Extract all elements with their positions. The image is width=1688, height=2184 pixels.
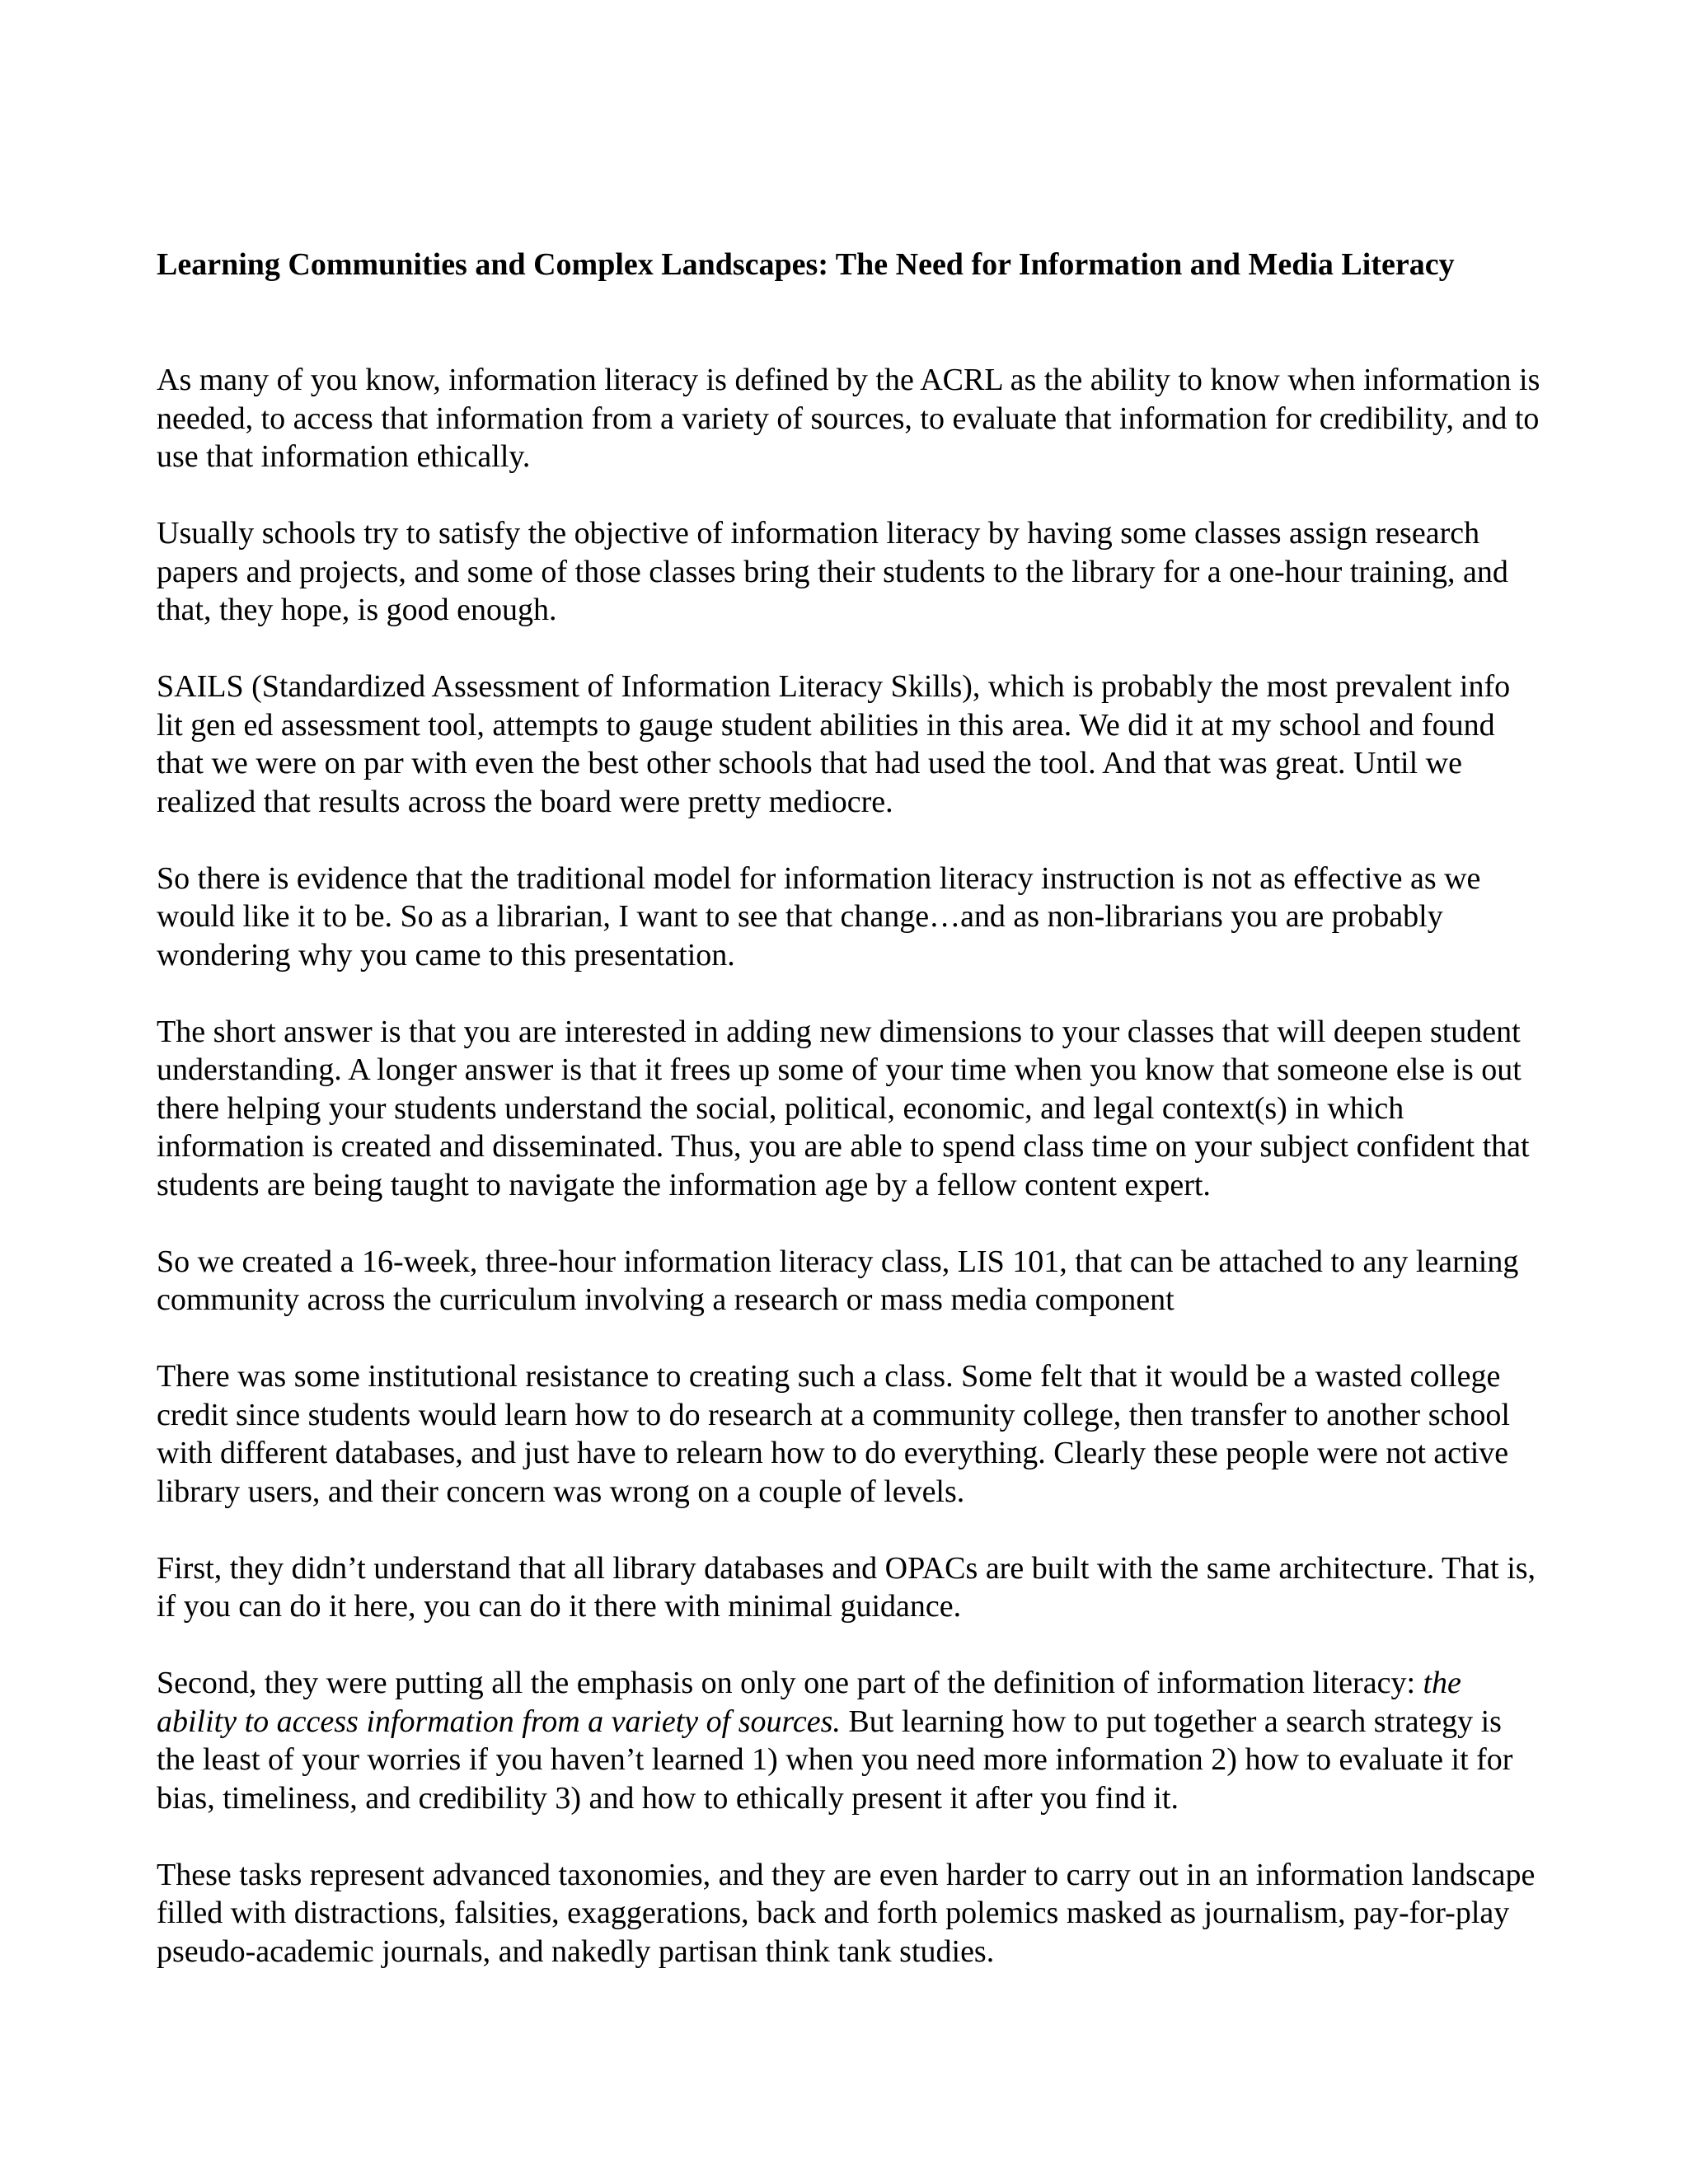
document-body <box>157 246 1541 2009</box>
paragraph-evidence: So there is evidence that the traditional model for information literacy instruction is not as effective as we would like it to be. So as a librarian, I want to see that change…and as non-librarians you are probably wondering why you came to this presentation. <box>157 860 1481 972</box>
paragraph-second-tail: But learning how to put together a search strategy is the least of your worries if you haven’t learned 1) when you need more information 2) how to evaluate it for bias, timeliness, and credibility 3) and how to ethically present it after you find it. <box>157 1704 1513 1816</box>
paragraph-second-lead: Second, they were putting all the emphasis on only one part of the definition of information literacy: <box>157 1666 1423 1700</box>
paragraph-second-italic: the ability to access information from a variety of sources. <box>157 1666 1461 1739</box>
paragraph-second <box>157 1664 1541 1817</box>
paragraph-resistance: There was some institutional resistance to creating such a class. Some felt that it would be a wasted college credit since students would learn how to do research at a community college, then transfer to another school with different databases, and just have to relearn how to do everything. Clearly these people were not active library users, and their concern was wrong on a couple of levels. <box>157 1359 1510 1509</box>
paragraph-definition: As many of you know, information literacy is defined by the ACRL as the ability to know when information is needed, to access that information from a variety of sources, to evaluate that information for credibility, and to use that information ethically. <box>157 363 1540 474</box>
paragraph-sails: SAILS (Standardized Assessment of Information Literacy Skills), which is probably the most prevalent info lit gen ed assessment tool, attempts to gauge student abilities in this area. We did it at my school and found that we were on par with even the best other schools that had used the tool. And that was great. Until we realized that results across the board were pretty mediocre. <box>157 669 1511 819</box>
document-title: Learning Communities and Complex Landscapes: The Need for Information and Media Literacy <box>157 247 1455 282</box>
paragraph-schools: Usually schools try to satisfy the objective of information literacy by having some classes assign research papers and projects, and some of those classes bring their students to the library for a one-hour training, and that, they hope, is good enough. <box>157 516 1508 627</box>
paragraph-lis101: So we created a 16-week, three-hour information literacy class, LIS 101, that can be attached to any learning community across the curriculum involving a research or mass media component <box>157 1244 1519 1317</box>
paragraph-tasks: These tasks represent advanced taxonomies, and they are even harder to carry out in an information landscape filled with distractions, falsities, exaggerations, back and forth polemics masked as journalism, pay-for-play pseudo-academic journals, and nakedly partisan think tank studies. <box>157 1857 1536 1969</box>
paragraph-short-answer: The short answer is that you are interested in adding new dimensions to your classes that will deepen student understanding. A longer answer is that it frees up some of your time when you know that someone else is out there helping your students understand the social, political, economic, and legal context(s) in which information is created and disseminated. Thus, you are able to spend class time on your subject confident that students are being taught to navigate the information age by a fellow content expert. <box>157 1014 1530 1202</box>
paragraph-first: First, they didn’t understand that all library databases and OPACs are built with the same architecture. That is, if you can do it here, you can do it there with minimal guidance. <box>157 1550 1536 1624</box>
